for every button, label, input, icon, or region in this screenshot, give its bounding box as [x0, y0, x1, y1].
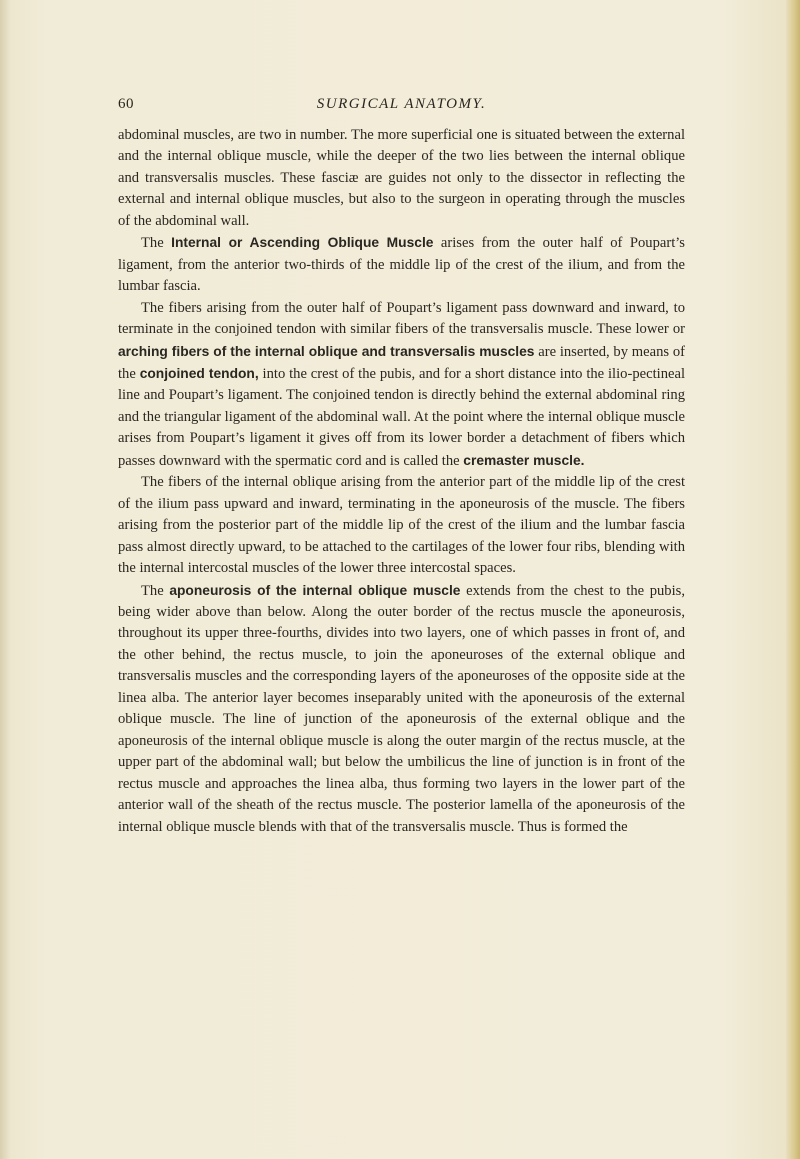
text-run: abdominal muscles, are two in number. The more superficial one is situated between the external and the internal oblique muscle, while the deeper of the two lies between the internal oblique and transversalis muscles. These fasciæ are guides not only to the dissector in reflecting the external and internal oblique muscles, but also to the surgeon in operating through the muscles of the abdominal wall. [118, 127, 685, 229]
paragraph [118, 472, 685, 579]
text-run: The fibers of the internal oblique arising from the anterior part of the middle lip of the crest of the ilium pass upward and inward, terminating in the aponeurosis of the muscle. The fibers arising from the posterior part of the middle lip of the crest of the ilium and the lumbar fascia pass almost directly upward, to be attached to the cartilages of the lower four ribs, blending with the internal intercostal muscles of the lower three intercostal spaces. [118, 474, 685, 577]
paragraph [118, 232, 685, 297]
body-text [118, 125, 685, 838]
text-run: The [141, 235, 172, 252]
bold-term: conjoined tendon, [139, 365, 259, 381]
bold-term: aponeurosis of the internal oblique muscle [169, 582, 461, 598]
text-run: are inserted, by means of the [118, 343, 685, 382]
page-right-edge [786, 0, 800, 1159]
page-header [118, 96, 685, 116]
text-run: arises from the outer half of Poupart’s ligament, from the anterior two-thirds of the middle lip of the crest of the ilium, and from the lumbar fascia. [118, 235, 685, 295]
running-head: SURGICAL ANATOMY. [316, 96, 487, 112]
bold-term: Internal or Ascending Oblique Muscle [171, 235, 434, 251]
paragraph [118, 580, 685, 838]
text-run: The fibers arising from the outer half of Poupart’s ligament pass downward and inward, to terminate in the conjoined tendon with similar fibers of the transversalis muscle. These lower or [118, 299, 685, 338]
bold-term: arching fibers of the internal oblique and transversalis muscles [118, 343, 535, 359]
page-left-edge [0, 0, 10, 1159]
text-run: into the crest of the pubis, and for a short distance into the ilio-pectineal line and Poupart’s ligament. The conjoined tendon is directly behind the external abdominal ring and the triangular ligament of the abdominal wall. At the point where the internal oblique muscle arises from Poupart’s ligament it gives off from its lower border a detachment of fibers which passes downward with the spermatic cord and is called the [118, 365, 685, 469]
text-run: extends from the chest to the pubis, being wider above than below. Along the outer border of the rectus muscle the aponeurosis, throughout its upper three-fourths, divides into two layers, one of which passes in front of, and the other behind, the rectus muscle, to join the aponeuroses of the external oblique and transversalis muscles and the corresponding layers of the aponeuroses of the opposite side at the linea alba. The anterior layer becomes inseparably united with the aponeurosis of the external oblique muscle. The line of junction of the aponeurosis of the external oblique and the aponeurosis of the internal oblique muscle is along the outer margin of the rectus muscle, at the upper part of the abdominal wall; but below the umbilicus the line of junction is in front of the rectus muscle and approaches the linea alba, thus forming two layers in the lower part of the anterior wall of the sheath of the rectus muscle. The posterior lamella of the aponeurosis of the internal oblique muscle blends with that of the transversalis muscle. Thus is formed the [118, 582, 685, 835]
text-run: The [141, 582, 170, 599]
page-number: 60 [118, 96, 134, 112]
bold-term: cremaster muscle. [463, 452, 585, 468]
paragraph [118, 298, 685, 473]
paragraph [118, 125, 685, 232]
